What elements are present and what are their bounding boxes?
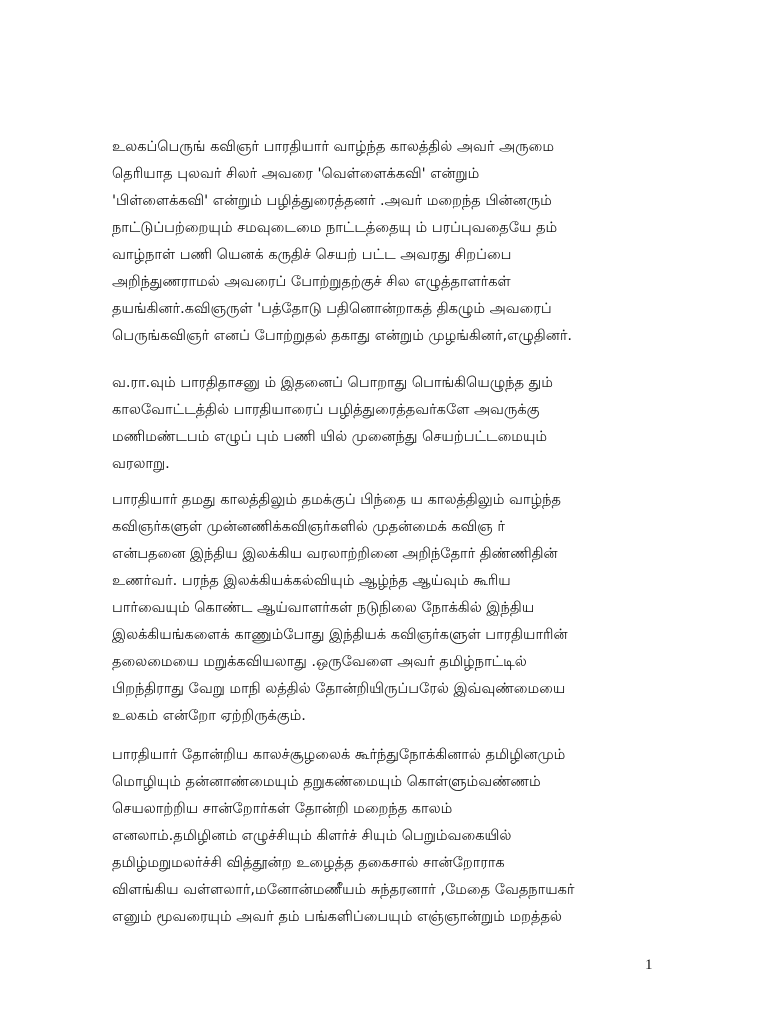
text-line: உணர்வர். பரந்த இலக்கியக்கல்வியும் ஆழ்ந்த ஆய்வும் கூரிய bbox=[112, 573, 511, 589]
text-line: செயலாற்றிய சான்றோர்கள் தோன்றி மறைந்த காலம் bbox=[112, 801, 453, 817]
text-line: எனலாம்.தமிழினம் எழுச்சியும் கிளர்ச் சியும் பெறும்வகையில் bbox=[112, 828, 512, 844]
text-line: என்பதனை இந்திய இலக்கிய வரலாற்றினை அறிந்தோர் திண்ணிதின் bbox=[112, 546, 558, 562]
text-line: தெரியாத புலவர் சிலர் அவரை 'வெள்ளைக்கவி' என்றும் bbox=[112, 166, 480, 182]
text-line: விளங்கிய வள்ளலார்,மனோன்மணீயம் சுந்தரனார் ,மேதை வேதநாயகர் bbox=[112, 882, 575, 898]
paragraph-4 bbox=[112, 742, 660, 931]
paragraph-3 bbox=[112, 487, 660, 730]
text-line: காலவோட்டத்தில் பாரதியாரைப் பழித்துரைத்தவர்களே அவருக்கு bbox=[112, 402, 540, 418]
text-line: எனும் மூவரையும் அவர் தம் பங்களிப்பையும் எஞ்ஞான்றும் மறத்தல் bbox=[112, 909, 562, 925]
text-line: தலைமையை மறுக்கவியலாது .ஒருவேளை அவர் தமிழ்நாட்டில் bbox=[112, 654, 527, 670]
page-number: 1 bbox=[645, 957, 653, 973]
text-line: தமிழ்மறுமலர்ச்சி வித்தூன்ற உழைத்த தகைசால் சான்றோராக bbox=[112, 855, 505, 871]
text-line: மொழியும் தன்னாண்மையும் தறுகண்மையும் கொள்ளும்வண்ணம் bbox=[112, 774, 541, 790]
text-line: பாரதியார் தோன்றிய காலச்சூழலைக் கூர்ந்துநோக்கினால் தமிழினமும் bbox=[112, 747, 566, 763]
paragraph-1 bbox=[112, 134, 660, 350]
text-line: தயங்கினர்.கவிஞருள் 'பத்தோடு பதினொன்றாகத் திகழும் அவரைப் bbox=[112, 301, 552, 317]
text-line: உலகப்பெருங் கவிஞர் பாரதியார் வாழ்ந்த காலத்தில் அவர் அருமை bbox=[112, 139, 554, 155]
text-line: 'பிள்ளைக்கவி' என்றும் பழித்துரைத்தனர் .அவர் மறைந்த பின்னரும் bbox=[112, 193, 552, 209]
text-line: வரலாறு. bbox=[112, 456, 170, 472]
text-line: நாட்டுப்பற்றையும் சமவுடைமை நாட்டத்தையு ம் பரப்புவதையே தம் bbox=[112, 220, 558, 236]
text-line: கவிஞர்களுள் முன்னணிக்கவிஞர்களில் முதன்மைக் கவிஞ ர் bbox=[112, 519, 505, 535]
text-line: இலக்கியங்களைக் காணும்போது இந்தியக் கவிஞர்களுள் பாரதியாரின் bbox=[112, 627, 568, 643]
text-line: பார்வையும் கொண்ட ஆய்வாளர்கள் நடுநிலை நோக்கில் இந்திய bbox=[112, 600, 535, 616]
text-line: உலகம் என்றோ ஏற்றிருக்கும். bbox=[112, 708, 306, 724]
text-line: மணிமண்டபம் எழுப் பும் பணி யில் முனைந்து செயற்பட்டமையும் bbox=[112, 429, 548, 445]
text-line: பெருங்கவிஞர் எனப் போற்றுதல் தகாது என்றும் முழங்கினர்,எழுதினர். bbox=[112, 328, 573, 344]
text-line: வாழ்நாள் பணி யெனக் கருதிச் செயற் பட்ட அவரது சிறப்பை bbox=[112, 247, 512, 263]
text-line: வ.ரா.வும் பாரதிதாசனு ம் இதனைப் பொறாது பொங்கியெழுந்த தும் bbox=[112, 375, 553, 391]
text-line: பாரதியார் தமது காலத்திலும் தமக்குப் பிந்தை ய காலத்திலும் வாழ்ந்த bbox=[112, 492, 561, 508]
text-line: பிறந்திராது வேறு மாநி லத்தில் தோன்றியிருப்பரேல் இவ்வுண்மையை bbox=[112, 681, 566, 697]
paragraph-2 bbox=[112, 370, 660, 478]
text-line: அறிந்துணராமல் அவரைப் போற்றுதற்குச் சில எழுத்தாளர்கள் bbox=[112, 274, 511, 290]
